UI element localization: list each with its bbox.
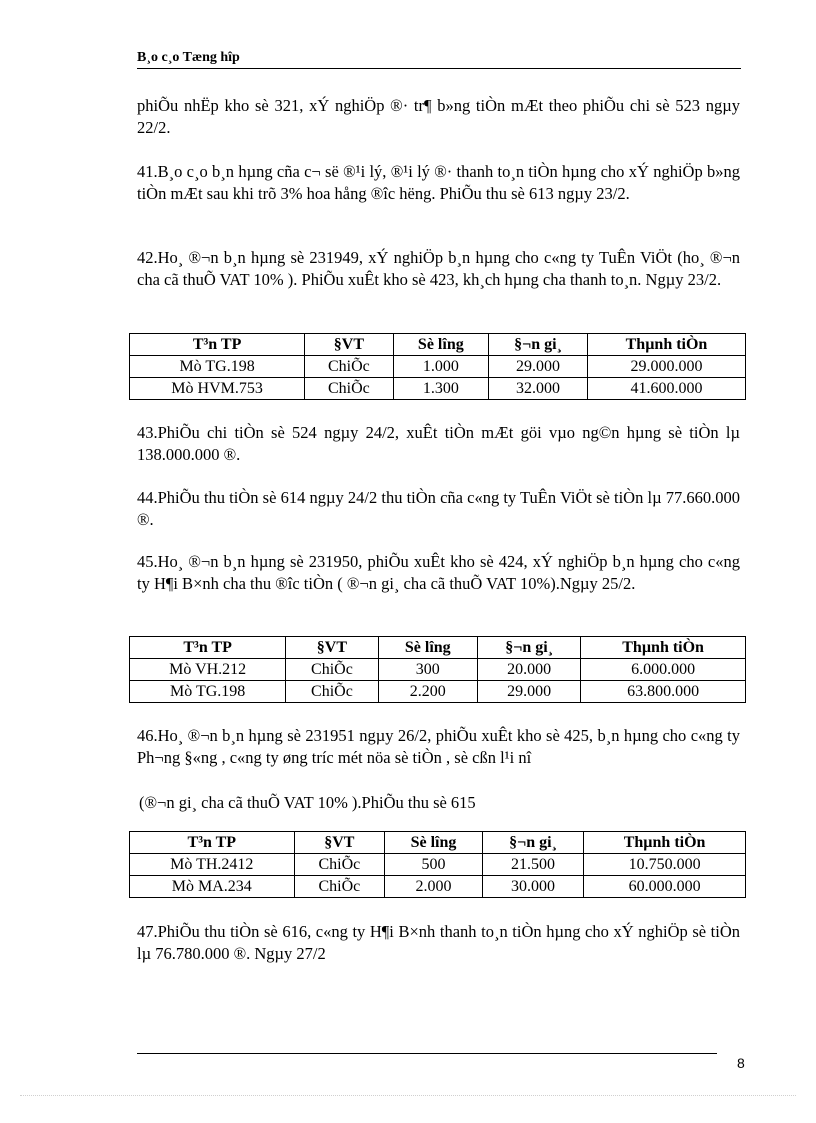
- cell-quantity: 2.000: [385, 876, 483, 898]
- paragraph-42: 42.Ho¸ ®¬n b¸n hµng sè 231949, xÝ nghiÖp b¸n hµng cho c«ng ty TuÊn ViÖt (ho¸ ®¬n cha cã thuÕ VAT 10% ). PhiÕu xuÊt kho sè 423, kh¸ch hµng cha thanh to¸n. Ngµy 23/2.: [137, 248, 740, 289]
- cell-product: Mò MA.234: [130, 876, 295, 898]
- cell-product: Mò TH.2412: [130, 854, 295, 876]
- paragraph-47: 47.PhiÕu thu tiÒn sè 616, c«ng ty H¶i B×nh thanh to¸n tiÒn hµng cho xÝ nghiÖp sè tiÒn lµ 76.780.000 ®. Ngµy 27/2: [137, 922, 740, 963]
- table-row: [130, 876, 746, 898]
- product-table-3: [129, 831, 746, 898]
- table-row: [130, 356, 746, 378]
- header-divider: [137, 68, 741, 69]
- table-row: [130, 854, 746, 876]
- col-header-product: T³n TP: [130, 637, 286, 659]
- table-row: [130, 681, 746, 703]
- col-header-unit: §VT: [305, 334, 393, 356]
- col-header-amount: Thµnh tiÒn: [587, 334, 745, 356]
- col-header-quantity: Sè lîng: [393, 334, 488, 356]
- table-header-row: [130, 637, 746, 659]
- cell-unit-price: 21.500: [482, 854, 583, 876]
- col-header-amount: Thµnh tiÒn: [584, 832, 746, 854]
- cell-amount: 10.750.000: [584, 854, 746, 876]
- cell-unit-price: 29.000: [478, 681, 581, 703]
- table-row: [130, 378, 746, 400]
- paragraph-44: 44.PhiÕu thu tiÒn sè 614 ngµy 24/2 thu tiÒn cña c«ng ty TuÊn ViÖt sè tiÒn lµ 77.660.000 ®.: [137, 488, 740, 529]
- cell-unit: ChiÕc: [305, 356, 393, 378]
- cell-quantity: 2.200: [378, 681, 478, 703]
- cell-product: Mò VH.212: [130, 659, 286, 681]
- table-header-row: [130, 832, 746, 854]
- cell-quantity: 1.000: [393, 356, 488, 378]
- col-header-amount: Thµnh tiÒn: [581, 637, 746, 659]
- cell-product: Mò TG.198: [130, 356, 305, 378]
- cell-unit: ChiÕc: [294, 854, 385, 876]
- cell-amount: 6.000.000: [581, 659, 746, 681]
- paragraph-continuation: phiÕu nhËp kho sè 321, xÝ nghiÖp ®· tr¶ b»ng tiÒn mÆt theo phiÕu chi sè 523 ngµy 22/2.: [137, 96, 740, 137]
- col-header-quantity: Sè lîng: [378, 637, 478, 659]
- product-table-2: [129, 636, 746, 703]
- paragraph-45: 45.Ho¸ ®¬n b¸n hµng sè 231950, phiÕu xuÊt kho sè 424, xÝ nghiÖp b¸n hµng cho c«ng ty H¶i B×nh cha thu ®îc tiÒn ( ®¬n gi¸ cha cã thuÕ VAT 10%).Ngµy 25/2.: [137, 552, 740, 593]
- cell-unit: ChiÕc: [286, 659, 378, 681]
- col-header-unit: §VT: [286, 637, 378, 659]
- cell-unit-price: 29.000: [489, 356, 588, 378]
- page-header-title: B¸o c¸o Tæng hîp: [137, 50, 240, 65]
- cell-unit-price: 30.000: [482, 876, 583, 898]
- page-number: 8: [737, 1055, 745, 1071]
- cell-unit-price: 20.000: [478, 659, 581, 681]
- cell-amount: 29.000.000: [587, 356, 745, 378]
- paragraph-43: 43.PhiÕu chi tiÒn sè 524 ngµy 24/2, xuÊt tiÒn mÆt göi vµo ng©n hµng sè tiÒn lµ 138.000.000 ®.: [137, 423, 740, 464]
- cell-unit: ChiÕc: [294, 876, 385, 898]
- table-header-row: [130, 334, 746, 356]
- cell-unit: ChiÕc: [286, 681, 378, 703]
- col-header-product: T³n TP: [130, 334, 305, 356]
- col-header-quantity: Sè lîng: [385, 832, 483, 854]
- col-header-unit-price: §¬n gi¸: [478, 637, 581, 659]
- col-header-unit-price: §¬n gi¸: [482, 832, 583, 854]
- paragraph-46-continuation: (®¬n gi¸ cha cã thuÕ VAT 10% ).PhiÕu thu sè 615: [139, 793, 476, 812]
- col-header-unit: §VT: [294, 832, 385, 854]
- product-table-1: [129, 333, 746, 400]
- cell-quantity: 300: [378, 659, 478, 681]
- cell-amount: 60.000.000: [584, 876, 746, 898]
- cell-quantity: 1.300: [393, 378, 488, 400]
- cell-product: Mò TG.198: [130, 681, 286, 703]
- cell-quantity: 500: [385, 854, 483, 876]
- footer-divider: [137, 1053, 717, 1054]
- paragraph-41: 41.B¸o c¸o b¸n hµng cña c¬ së ®¹i lý, ®¹i lý ®· thanh to¸n tiÒn hµng cho xÝ nghiÖp b»ng tiÒn mÆt sau khi trõ 3% hoa hång ®îc hëng. PhiÕu thu sè 613 ngµy 23/2.: [137, 162, 740, 203]
- cell-unit: ChiÕc: [305, 378, 393, 400]
- cell-unit-price: 32.000: [489, 378, 588, 400]
- table-row: [130, 659, 746, 681]
- paragraph-46: 46.Ho¸ ®¬n b¸n hµng sè 231951 ngµy 26/2, phiÕu xuÊt kho sè 425, b¸n hµng cho c«ng ty Ph¬ng §«ng , c«ng ty øng tríc mét nöa sè tiÒn , sè cßn l¹i nî: [137, 726, 740, 767]
- cell-product: Mò HVM.753: [130, 378, 305, 400]
- col-header-product: T³n TP: [130, 832, 295, 854]
- cell-amount: 41.600.000: [587, 378, 745, 400]
- cell-amount: 63.800.000: [581, 681, 746, 703]
- page-bottom-border: [20, 1095, 796, 1096]
- col-header-unit-price: §¬n gi¸: [489, 334, 588, 356]
